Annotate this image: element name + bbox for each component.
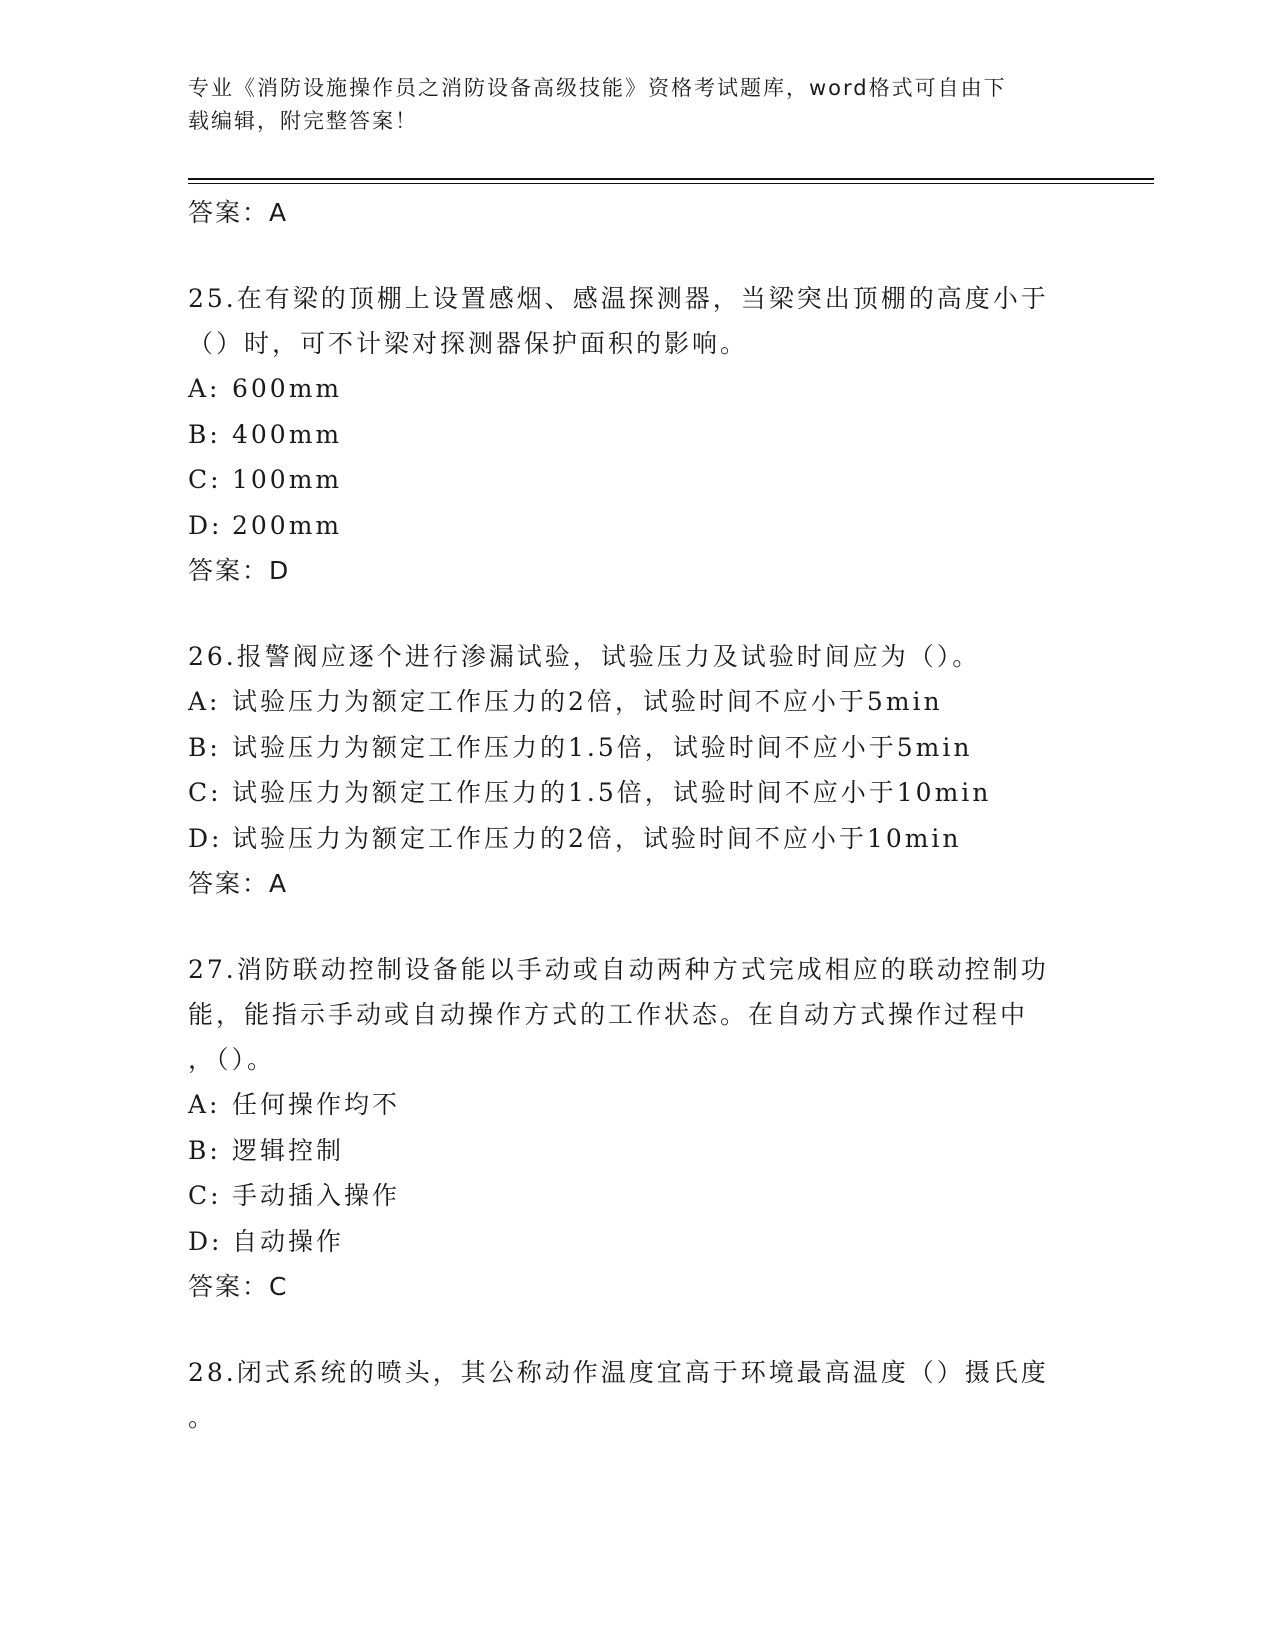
option-a <box>188 366 1088 412</box>
header-line-1: 专业《消防设施操作员之消防设备高级技能》资格考试题库，word格式可自由下 <box>188 76 1007 100</box>
stem-line: 报警阀应逐个进行渗漏试验，试验压力及试验时间应为（）。 <box>236 642 981 671</box>
question-28 <box>188 1350 1088 1440</box>
option-c <box>188 1173 1088 1219</box>
option-letter: D: <box>188 1226 223 1256</box>
answer-value: A <box>269 198 289 227</box>
option-d <box>188 503 1088 549</box>
option-letter: D: <box>188 823 223 853</box>
question-27 <box>188 947 1088 1310</box>
answer-value: C <box>269 1272 289 1301</box>
question-stem <box>188 1350 1088 1440</box>
stem-line: 消防联动控制设备能以手动或自动两种方式完成相应的联动控制功 <box>236 955 1049 984</box>
option-text: 试验压力为额定工作压力的2倍，试验时间不应小于10min <box>232 823 962 853</box>
question-number: 26. <box>188 642 237 671</box>
option-letter: A: <box>188 374 221 403</box>
question-25 <box>188 276 1088 594</box>
option-letter: D: <box>188 510 223 540</box>
answer-line <box>188 548 1088 594</box>
option-text: 逻辑控制 <box>232 1135 345 1165</box>
question-stem <box>188 276 1088 366</box>
option-b <box>188 725 1088 771</box>
document-header <box>188 72 1068 138</box>
option-text: 自动操作 <box>232 1226 345 1256</box>
option-text: 手动插入操作 <box>232 1181 401 1210</box>
question-26 <box>188 634 1088 907</box>
option-b <box>188 412 1088 458</box>
question-stem <box>188 947 1088 1082</box>
option-d <box>188 1219 1088 1265</box>
option-text: 400mm <box>232 419 343 449</box>
header-divider-thin <box>188 183 1154 184</box>
option-a <box>188 1082 1088 1128</box>
stem-line: ，（）。 <box>188 1045 276 1074</box>
option-text: 200mm <box>232 510 343 540</box>
option-letter: B: <box>188 1135 221 1165</box>
option-letter: C: <box>188 778 222 807</box>
header-line-2: 载编辑，附完整答案！ <box>188 109 418 133</box>
option-letter: B: <box>188 419 221 449</box>
previous-answer <box>188 190 1088 236</box>
answer-label: 答案： <box>188 556 270 585</box>
option-letter: A: <box>188 1090 221 1119</box>
answer-label: 答案： <box>188 869 270 898</box>
option-d <box>188 816 1088 862</box>
answer-line <box>188 861 1088 907</box>
option-letter: C: <box>188 1181 222 1210</box>
question-stem <box>188 634 1088 679</box>
option-text: 任何操作均不 <box>232 1090 401 1119</box>
option-c <box>188 457 1088 503</box>
stem-line: 。 <box>188 1403 217 1432</box>
answer-value: A <box>269 869 289 898</box>
stem-line: 能，能指示手动或自动操作方式的工作状态。在自动方式操作过程中 <box>188 1000 1029 1029</box>
stem-line: 闭式系统的喷头，其公称动作温度宜高于环境最高温度（）摄氏度 <box>236 1358 1049 1387</box>
option-text: 试验压力为额定工作压力的1.5倍，试验时间不应小于5min <box>232 732 973 762</box>
option-letter: C: <box>188 465 222 494</box>
answer-label: 答案： <box>188 198 270 227</box>
question-number: 28. <box>188 1358 237 1387</box>
question-list <box>188 190 1088 1440</box>
option-text: 试验压力为额定工作压力的2倍，试验时间不应小于5min <box>232 687 943 716</box>
option-letter: A: <box>188 687 221 716</box>
answer-value: D <box>269 556 291 585</box>
option-text: 100mm <box>232 465 343 494</box>
stem-line: 在有梁的顶棚上设置感烟、感温探测器，当梁突出顶棚的高度小于 <box>236 284 1049 313</box>
question-number: 25. <box>188 284 237 313</box>
header-divider-thick <box>188 178 1154 180</box>
option-b <box>188 1128 1088 1174</box>
answer-label: 答案： <box>188 1272 270 1301</box>
option-c <box>188 770 1088 816</box>
option-text: 试验压力为额定工作压力的1.5倍，试验时间不应小于10min <box>232 778 992 807</box>
option-text: 600mm <box>232 374 343 403</box>
answer-line <box>188 1264 1088 1310</box>
question-number: 27. <box>188 955 237 984</box>
option-a <box>188 679 1088 725</box>
option-letter: B: <box>188 732 221 762</box>
stem-line: （）时，可不计梁对探测器保护面积的影响。 <box>188 329 749 358</box>
